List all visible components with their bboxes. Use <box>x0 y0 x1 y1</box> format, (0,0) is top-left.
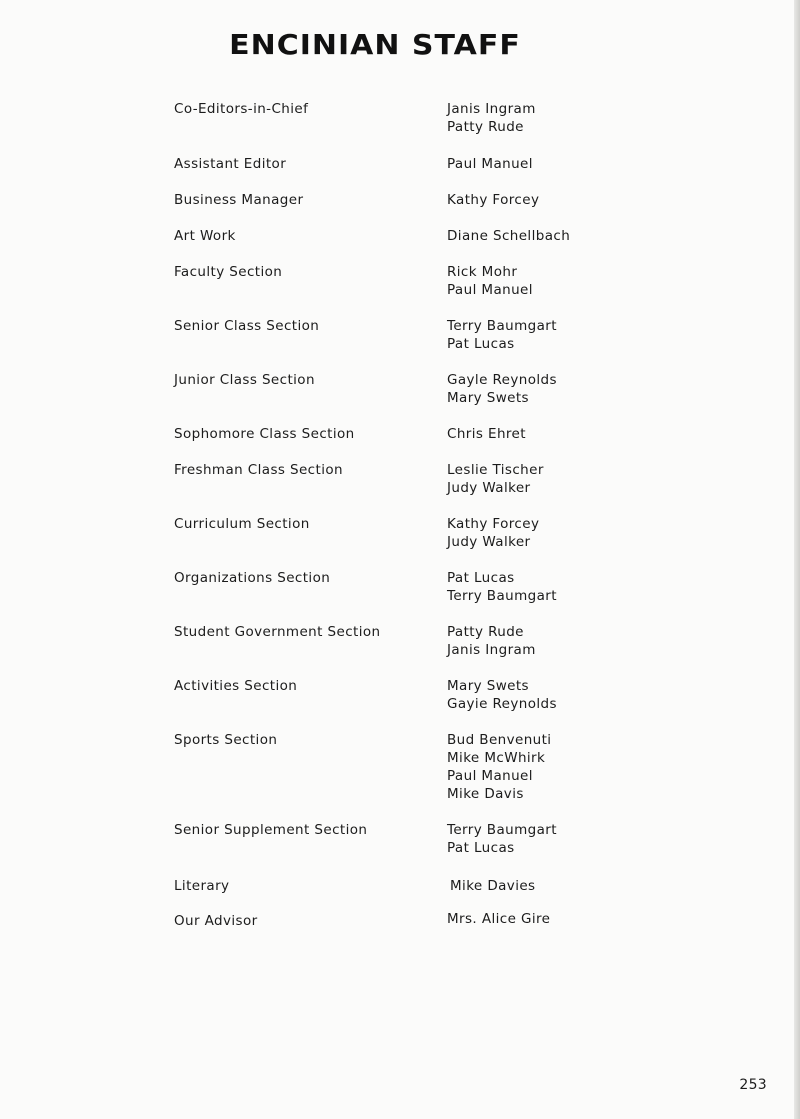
page-number: 253 <box>739 1077 767 1093</box>
staff-names <box>447 371 557 407</box>
staff-role: Assistant Editor <box>174 156 287 172</box>
staff-name: Paul Manuel <box>447 282 533 298</box>
staff-role: Art Work <box>174 228 236 244</box>
staff-names <box>447 731 551 803</box>
staff-names <box>447 821 557 857</box>
staff-role: Student Government Section <box>174 624 381 640</box>
staff-role: Co-Editors-in-Chief <box>174 101 309 117</box>
staff-role: Activities Section <box>174 678 298 694</box>
staff-names <box>447 100 536 136</box>
staff-names <box>447 677 557 713</box>
staff-role: Freshman Class Section <box>174 462 343 478</box>
staff-names <box>447 515 539 551</box>
staff-name: Pat Lucas <box>447 570 515 586</box>
staff-name: Judy Walker <box>447 480 531 496</box>
staff-role: Junior Class Section <box>174 372 315 388</box>
staff-name: Paul Manuel <box>447 156 533 172</box>
staff-name: Mike McWhirk <box>447 750 546 766</box>
staff-name: Mike Davies <box>450 878 536 894</box>
staff-names <box>447 910 550 928</box>
staff-names <box>447 569 557 605</box>
staff-role: Curriculum Section <box>174 516 310 532</box>
staff-name: Chris Ehret <box>447 426 526 442</box>
staff-name: Mary Swets <box>447 390 529 406</box>
staff-role: Business Manager <box>174 192 304 208</box>
staff-names <box>447 461 544 497</box>
staff-names <box>447 425 526 443</box>
staff-role: Faculty Section <box>174 264 283 280</box>
staff-name: Kathy Forcey <box>447 516 540 532</box>
staff-names <box>450 877 535 895</box>
staff-name: Patty Rude <box>447 119 524 135</box>
staff-name: Mrs. Alice Gire <box>447 911 551 927</box>
staff-name: Kathy Forcey <box>447 192 540 208</box>
staff-names <box>447 317 557 353</box>
staff-role: Literary <box>174 878 230 894</box>
staff-name: Gayle Reynolds <box>447 372 557 388</box>
staff-name: Paul Manuel <box>447 768 533 784</box>
staff-names <box>447 227 570 245</box>
staff-name: Rick Mohr <box>447 264 518 280</box>
staff-name: Janis Ingram <box>447 642 536 658</box>
staff-name: Terry Baumgart <box>447 822 557 838</box>
staff-name: Terry Baumgart <box>447 318 557 334</box>
page-edge <box>794 0 800 1119</box>
staff-name: Bud Benvenuti <box>447 732 552 748</box>
staff-name: Pat Lucas <box>447 840 515 856</box>
staff-name: Patty Rude <box>447 624 524 640</box>
staff-role: Organizations Section <box>174 570 331 586</box>
staff-name: Terry Baumgart <box>447 588 557 604</box>
staff-name: Leslie Tischer <box>447 462 544 478</box>
staff-role: Our Advisor <box>174 913 258 929</box>
staff-name: Mary Swets <box>447 678 529 694</box>
staff-name: Pat Lucas <box>447 336 515 352</box>
staff-name: Gayie Reynolds <box>447 696 557 712</box>
staff-names <box>447 155 533 173</box>
staff-role: Senior Class Section <box>174 318 320 334</box>
staff-name: Judy Walker <box>447 534 531 550</box>
page-title: ENCINIAN STAFF <box>229 29 521 62</box>
staff-names <box>447 191 539 209</box>
staff-names <box>447 623 536 659</box>
staff-name: Mike Davis <box>447 786 524 802</box>
staff-role: Senior Supplement Section <box>174 822 368 838</box>
staff-names <box>447 263 533 299</box>
staff-name: Diane Schellbach <box>447 228 571 244</box>
staff-name: Janis Ingram <box>447 101 536 117</box>
staff-role: Sports Section <box>174 732 278 748</box>
staff-role: Sophomore Class Section <box>174 426 355 442</box>
